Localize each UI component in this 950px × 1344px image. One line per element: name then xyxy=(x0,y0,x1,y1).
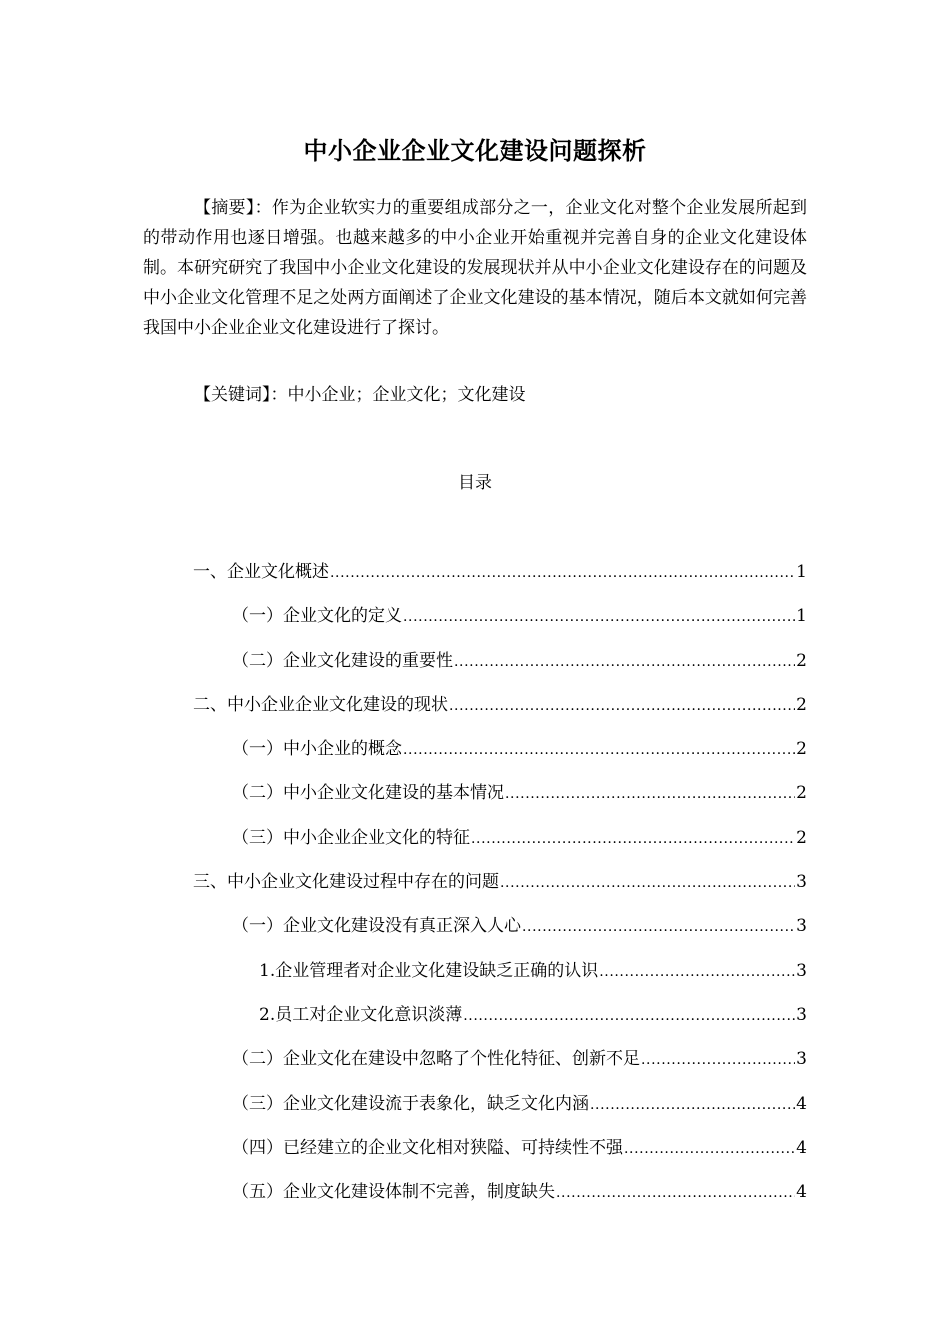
toc-entry[interactable] xyxy=(0,1089,950,1133)
toc-dot-leader xyxy=(590,1090,795,1120)
toc-entry-text: （一）企业文化的定义 xyxy=(232,606,402,627)
keywords-line: 【关键词】：中小企业；企业文化；文化建设 xyxy=(194,385,526,405)
toc-page-number: 3 xyxy=(796,872,807,893)
toc-page-number: 2 xyxy=(796,739,807,760)
toc-entry[interactable] xyxy=(0,1133,950,1177)
toc-page-number: 3 xyxy=(796,1049,807,1070)
toc-entry[interactable] xyxy=(0,778,950,822)
toc-entry-text: （四）已经建立的企业文化相对狭隘、可持续性不强 xyxy=(232,1137,623,1158)
toc-entry[interactable] xyxy=(0,1177,950,1221)
toc-entry-text: （一）企业文化建设没有真正深入人心 xyxy=(232,916,521,937)
toc-dot-leader xyxy=(624,1134,795,1164)
toc-entry-text: （二）中小企业文化建设的基本情况 xyxy=(232,783,504,804)
toc-title: 目录 xyxy=(458,473,492,493)
toc-dot-leader xyxy=(463,1001,795,1031)
toc-entry-text: （三）中小企业企业文化的特征 xyxy=(232,827,470,848)
toc-entry[interactable] xyxy=(0,1044,950,1088)
toc-entry-text: （三）企业文化建设流于表象化，缺乏文化内涵 xyxy=(232,1093,589,1114)
toc-page-number: 4 xyxy=(796,1182,807,1203)
toc-entry-text: （五）企业文化建设体制不完善，制度缺失 xyxy=(232,1182,555,1203)
toc-dot-leader xyxy=(505,779,795,809)
toc-dot-leader xyxy=(471,824,795,854)
toc-entry[interactable] xyxy=(0,646,950,690)
toc-entry-text: 一、企业文化概述 xyxy=(193,562,329,582)
toc-dot-leader xyxy=(641,1045,795,1075)
table-of-contents xyxy=(0,557,950,1221)
toc-dot-leader xyxy=(500,868,795,898)
toc-entry[interactable] xyxy=(0,1000,950,1044)
toc-dot-leader xyxy=(556,1178,795,1208)
toc-page-number: 2 xyxy=(796,694,807,715)
abstract-paragraph: 【摘要】：作为企业软实力的重要组成部分之一，企业文化对整个企业发展所起到的带动作用也逐日增强。也越来越多的中小企业开始重视并完善自身的企业文化建设体制。本研究研究了我国中小企业文化建设的发展现状并从中小企业文化建设存在的问题及中小企业文化管理不足之处两方面阐述了企业文化建设的基本情况，随后本文就如何完善我国中小企业企业文化建设进行了探讨。 xyxy=(143,198,807,338)
toc-page-number: 4 xyxy=(796,1137,807,1158)
toc-entry[interactable] xyxy=(0,557,950,601)
toc-entry-text: 三、中小企业文化建设过程中存在的问题 xyxy=(193,872,499,893)
toc-dot-leader xyxy=(599,957,795,987)
toc-entry-text: （二）企业文化建设的重要性 xyxy=(232,650,453,671)
toc-page-number: 2 xyxy=(796,827,807,848)
toc-page-number: 3 xyxy=(796,1004,807,1025)
toc-dot-leader xyxy=(454,647,795,677)
toc-entry[interactable] xyxy=(0,690,950,734)
toc-page-number: 3 xyxy=(796,916,807,937)
document-title: 中小企业企业文化建设问题探析 xyxy=(303,137,647,165)
toc-entry-text: 1.企业管理者对企业文化建设缺乏正确的认识 xyxy=(259,960,599,981)
toc-entry[interactable] xyxy=(0,601,950,645)
toc-entry[interactable] xyxy=(0,911,950,955)
toc-page-number: 4 xyxy=(796,1093,807,1114)
toc-entry-text: 2.员工对企业文化意识淡薄 xyxy=(259,1004,463,1025)
toc-dot-leader xyxy=(403,735,795,765)
toc-dot-leader xyxy=(403,602,795,632)
toc-page-number: 1 xyxy=(796,606,807,627)
toc-entry[interactable] xyxy=(0,823,950,867)
toc-page-number: 3 xyxy=(796,960,807,981)
toc-entry[interactable] xyxy=(0,867,950,911)
toc-entry[interactable] xyxy=(0,956,950,1000)
toc-entry-text: 二、中小企业企业文化建设的现状 xyxy=(193,694,448,715)
toc-dot-leader xyxy=(449,691,795,721)
toc-page-number: 2 xyxy=(796,650,807,671)
toc-entry-text: （二）企业文化在建设中忽略了个性化特征、创新不足 xyxy=(232,1049,640,1070)
toc-entry-text: （一）中小企业的概念 xyxy=(232,739,402,760)
toc-page-number: 2 xyxy=(796,783,807,804)
toc-page-number: 1 xyxy=(796,562,807,582)
toc-dot-leader xyxy=(330,558,795,588)
toc-entry[interactable] xyxy=(0,734,950,778)
toc-dot-leader xyxy=(522,912,795,942)
